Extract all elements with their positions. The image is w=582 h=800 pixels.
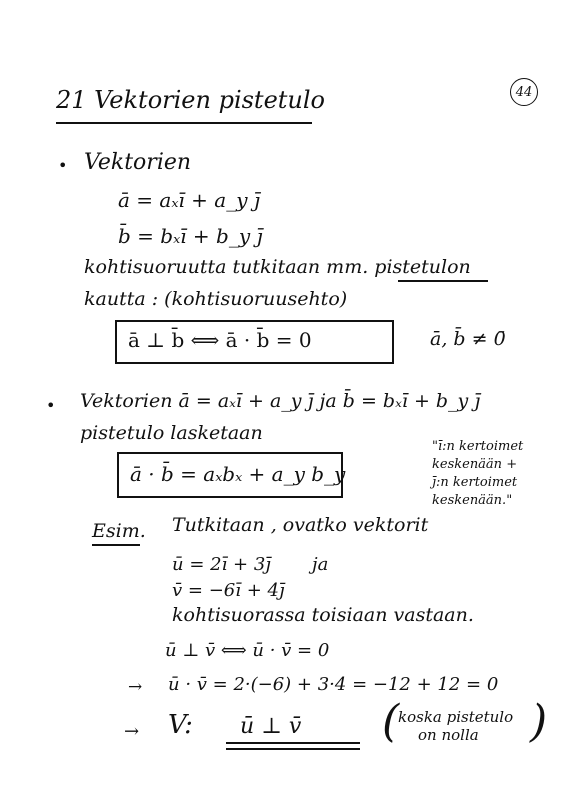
example-intro: Tutkitaan , ovatko vektorit [172,514,429,536]
orthogonality-equivalence: ū ⊥ v̄ ⟺ ū · v̄ = 0 [165,640,330,661]
section1-text-line1: kohtisuoruutta tutkitaan mm. pistetulon [84,256,471,278]
ja-word: ja [312,554,329,575]
section2-text-line1: Vektorien ā = aₓī + a_y j̄ ja b̄ = bₓī + b_y j̄ [80,390,481,412]
page-title: 21 Vektorien pistetulo [56,86,326,114]
section1-intro: Vektorien [84,150,192,175]
reason-close-paren: ) [530,696,548,747]
orthogonality-condition: ā ⊥ b̄ ⟺ ā · b̄ = 0 [128,328,312,352]
vector-b-definition: b̄ = bₓī + b_y j̄ [118,224,263,248]
section1-text-line2: kautta : (kohtisuoruusehto) [84,288,348,310]
section2-text-line2: pistetulo lasketaan [80,422,263,444]
nonzero-condition: ā, b̄ ≠ 0̄ [430,328,506,350]
reason-open-paren: ( [382,696,400,747]
dot-product-calculation: ū · v̄ = 2·(−6) + 3·4 = −12 + 12 = 0 [168,674,499,695]
answer-label: V: [168,710,193,740]
dot-product-formula: ā · b̄ = aₓbₓ + a_y b_y [130,462,346,486]
vector-v-definition: v̄ = −6ī + 4j̄ [172,580,285,601]
note-line1: "ī:n kertoimet [432,439,524,454]
page-number: 44 [510,78,538,106]
title-underline [56,122,312,124]
note-line4: keskenään." [432,493,513,508]
example-label-underline [92,544,140,546]
answer-underline-2 [226,748,360,750]
note-line2: keskenään + [432,457,518,472]
note-line3: j̄:n kertoimet [432,475,518,490]
vector-u-definition: ū = 2ī + 3j̄ [172,554,271,575]
answer-underline-1 [226,742,360,744]
vector-a-definition: ā = aₓī + a_y j̄ [118,188,261,212]
example-label: Esim. [92,520,146,542]
reason-line2: on nolla [418,726,479,744]
bullet-1: • [58,156,68,175]
arrow-2: → [124,721,140,742]
arrow-1: → [128,677,143,697]
underline-pistetulon [398,280,488,282]
bullet-2: • [46,396,56,415]
reason-line1: koska pistetulo [398,708,514,726]
answer-orthogonal: ū ⊥ v̄ [240,714,302,739]
example-text-line3: kohtisuorassa toisiaan vastaan. [172,604,474,626]
